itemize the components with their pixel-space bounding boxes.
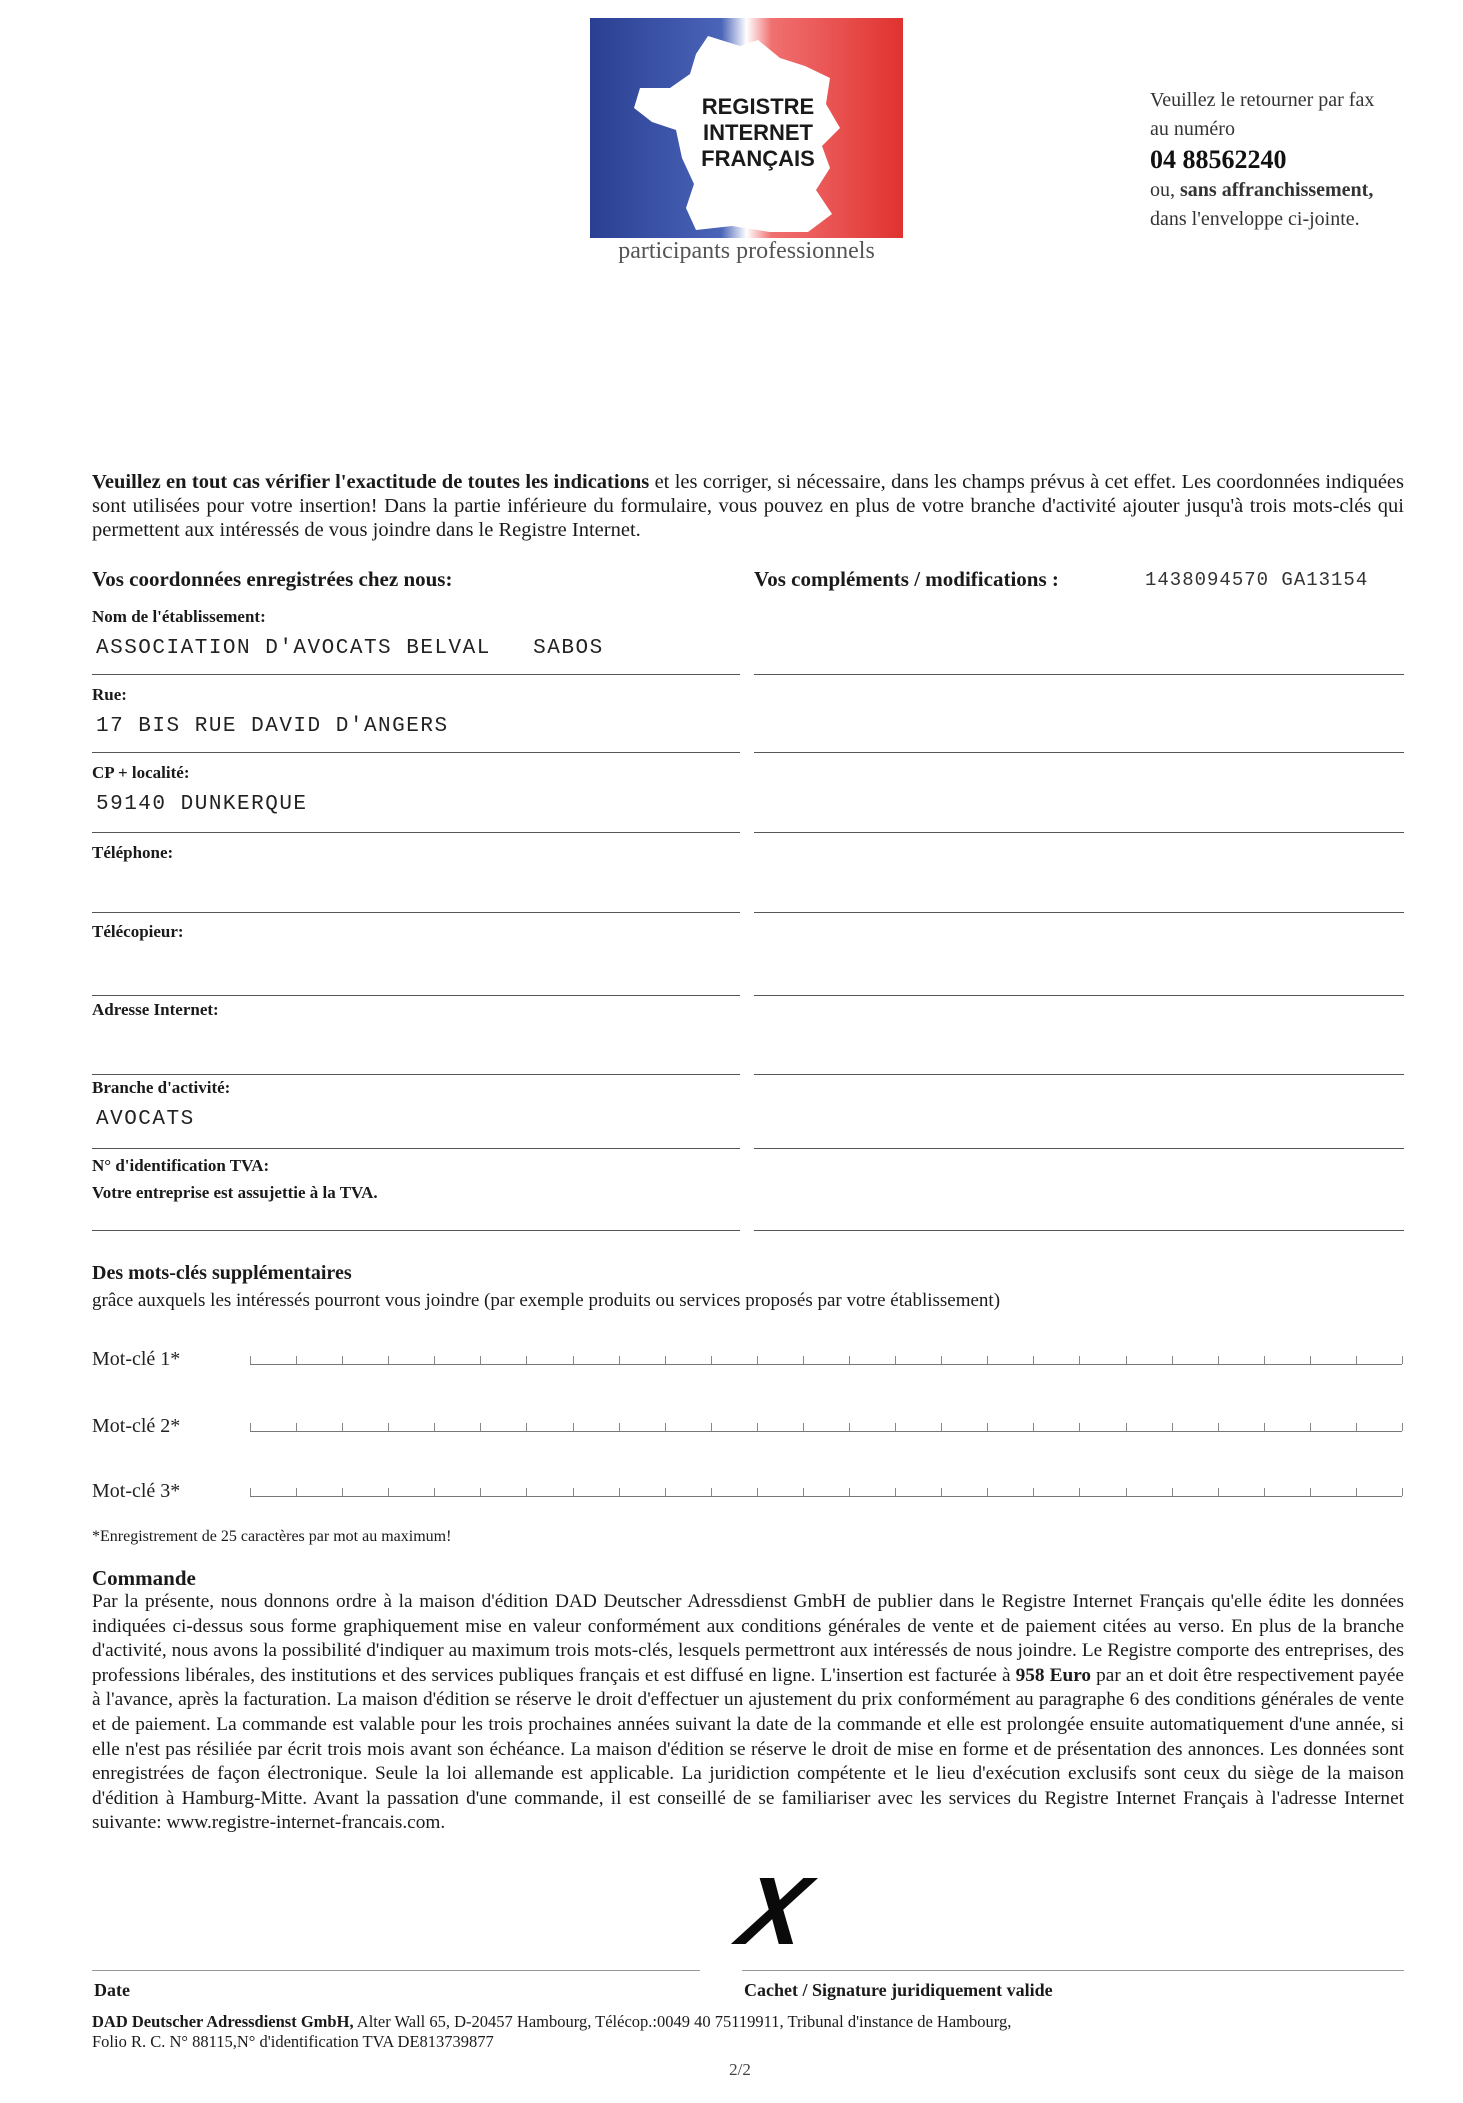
character-tick [573,1488,574,1496]
order-text: Par la présente, nous donnons ordre à la maison d'édition DAD Deutscher Adressdienst GmbH de publier dans le Registre Internet Français qu'elle édite les données indiquées ci-dessus sous forme graphiquement mise en valeur conformément aux conditions générales de vente et de paiement citées au verso. En plus de la branche d'activité, nous avons la possibilité d'indiquer au maximum trois mots-clés, lesquels permettront aux intéressés de nous joindre. Le Registre comporte des entreprises, des professions libérales, des institutions et des services publiques français et est diffusé en ligne. L'insertion est facturée à 958 Euro par an et doit être respectivement payée à l'avance, après la facturation. La maison d'édition se réserve le droit d'effectuer un ajustement du prix conformément au paragraphe 6 des conditions générales de vente et de paiement. La commande est valable pour les trois prochaines années suivant la date de la commande et elle est prolongée ensuite automatiquement d'une année, si elle n'est pas résiliée par écrit trois mois avant son échéance. La maison d'édition se réserve le droit de mise en forme et de présentation des annonces. Les données sont enregistrées de façon électronique. Seule la loi allemande est applicable. La juridiction compétente et le lieu d'exécution exclusifs sont ceux du siège de la maison d'édition à Hamburg-Mitte. Avant la passation d'une commande, il est conseillé de se familiariser avec les services du Registre Internet Français à l'adresse Internet suivante: www.registre-internet-francais.com. [92,1591,1404,1834]
field-value-city: 59140 DUNKERQUE [96,793,308,816]
character-tick [342,1356,343,1364]
modification-field-branch[interactable] [754,1148,1404,1149]
modification-field-name[interactable] [754,674,1404,675]
character-tick [619,1356,620,1364]
registre-internet-logo [590,18,903,238]
keyword-3-input[interactable] [250,1484,1402,1497]
character-tick [803,1356,804,1364]
field-line-name [92,674,740,675]
return-instructions [1150,86,1450,234]
character-tick [757,1423,758,1431]
character-tick [388,1423,389,1431]
field-line-vat [92,1230,740,1231]
character-tick [296,1488,297,1496]
character-tick [480,1423,481,1431]
character-tick [573,1423,574,1431]
fax-line-1: Veuillez le retourner par fax [1150,89,1375,111]
character-tick [941,1356,942,1364]
keyword-1-label: Mot-clé 1* [92,1348,181,1370]
character-tick [434,1356,435,1364]
field-value-street: 17 BIS RUE DAVID D'ANGERS [96,715,449,738]
character-tick [895,1356,896,1364]
keyword-2-input[interactable] [250,1419,1402,1432]
character-tick [1356,1423,1357,1431]
fax-number: 04 88562240 [1150,145,1287,174]
character-tick [987,1356,988,1364]
character-tick [665,1356,666,1364]
date-label: Date [94,1980,130,2000]
character-tick [1356,1356,1357,1364]
field-label-website: Adresse Internet: [92,1000,219,1019]
character-tick [1172,1356,1173,1364]
character-tick [711,1356,712,1364]
field-label-fax: Télécopieur: [92,922,184,941]
signature-line[interactable] [742,1970,1404,1971]
character-tick [1126,1488,1127,1496]
modification-field-phone[interactable] [754,912,1404,913]
character-tick [1126,1423,1127,1431]
character-tick [1402,1488,1403,1496]
fax-line-4: dans l'enveloppe ci-jointe. [1150,208,1360,230]
character-tick [619,1423,620,1431]
vat-note: Votre entreprise est assujettie à la TVA. [92,1183,378,1202]
modification-field-city[interactable] [754,832,1404,833]
field-label-city: CP + localité: [92,763,190,782]
character-tick [1264,1488,1265,1496]
character-tick [1402,1356,1403,1364]
keywords-subtitle: grâce auxquels les intéressés pourront vous joindre (par exemple produits ou services proposés par votre établissement) [92,1290,1001,1311]
character-tick [895,1423,896,1431]
character-tick [1218,1423,1219,1431]
character-tick [1079,1423,1080,1431]
intro-paragraph: Veuillez en tout cas vérifier l'exactitude de toutes les indications et les corriger, si nécessaire, dans les champs prévus à cet effet. Les coordonnées indiquées sont utilisées pour votre insertion! Dans la partie inférieure du formulaire, vous pouvez en plus de votre branche d'activité ajouter jusqu'à trois mots-clés qui permettent aux intéressés de vous joindre dans le Registre Internet. [92,471,1404,541]
character-tick [1172,1488,1173,1496]
character-tick [250,1356,251,1364]
field-line-street [92,752,740,753]
character-tick [342,1423,343,1431]
character-tick [388,1356,389,1364]
character-tick [665,1423,666,1431]
field-line-branch [92,1148,740,1149]
character-tick [803,1423,804,1431]
field-line-phone [92,912,740,913]
character-tick [665,1488,666,1496]
registered-data-header: Vos coordonnées enregistrées chez nous: [92,567,453,591]
footer-line-2: Folio R. C. N° 88115,N° d'identification TVA DE813739877 [92,2032,494,2051]
character-tick [987,1488,988,1496]
character-tick [757,1488,758,1496]
character-tick [1079,1488,1080,1496]
keyword-3-label: Mot-clé 3* [92,1480,181,1502]
page-number: 2/2 [729,2060,751,2079]
character-tick [1218,1356,1219,1364]
character-tick [526,1356,527,1364]
modification-field-website[interactable] [754,1074,1404,1075]
character-tick [1310,1423,1311,1431]
order-title: Commande [92,1566,196,1590]
character-tick [250,1423,251,1431]
date-line[interactable] [92,1970,700,1971]
field-value-branch: AVOCATS [96,1108,195,1131]
character-tick [895,1488,896,1496]
keyword-2-label: Mot-clé 2* [92,1415,181,1437]
character-tick [1218,1488,1219,1496]
character-tick [1033,1356,1034,1364]
keywords-title: Des mots-clés supplémentaires [92,1262,352,1284]
company-footer [92,2012,1404,2052]
character-tick [849,1356,850,1364]
logo-line-3: FRANÇAIS [701,146,815,171]
character-tick [941,1488,942,1496]
character-tick [987,1423,988,1431]
reference-number: 1438094570 GA13154 [1145,569,1369,591]
modification-field-fax[interactable] [754,995,1404,996]
character-tick [1264,1423,1265,1431]
keyword-1-input[interactable] [250,1352,1402,1365]
character-tick [434,1423,435,1431]
character-tick [434,1488,435,1496]
character-tick [1310,1488,1311,1496]
field-value-name: ASSOCIATION D'AVOCATS BELVAL SABOS [96,637,604,660]
character-tick [1033,1488,1034,1496]
footer-line-1: DAD Deutscher Adressdienst GmbH, Alter Wall 65, D-20457 Hambourg, Télécop.:0049 40 75119911, Tribunal d'instance de Hambourg, [92,2012,1012,2031]
logo-line-2: INTERNET [703,120,813,145]
logo-subtitle: participants professionnels [618,238,875,264]
character-tick [803,1488,804,1496]
modification-field-vat[interactable] [754,1230,1404,1231]
character-tick [1356,1488,1357,1496]
character-tick [711,1423,712,1431]
character-tick [1126,1356,1127,1364]
keywords-note: *Enregistrement de 25 caractères par mot au maximum! [92,1528,452,1545]
signature-label: Cachet / Signature juridiquement valide [744,1980,1053,2000]
field-line-website [92,1074,740,1075]
character-tick [711,1488,712,1496]
character-tick [1310,1356,1311,1364]
character-tick [480,1488,481,1496]
modification-field-street[interactable] [754,752,1404,753]
character-tick [388,1488,389,1496]
signature-mark: X [730,1858,818,1965]
field-label-vat: N° d'identification TVA: [92,1156,270,1175]
fax-line-3: ou, sans affranchissement, [1150,179,1374,201]
field-line-fax [92,995,740,996]
character-tick [342,1488,343,1496]
logo-line-1: REGISTRE [701,94,815,119]
modifications-header: Vos compléments / modifications : [754,567,1059,591]
character-tick [573,1356,574,1364]
fax-line-2: au numéro [1150,118,1235,140]
character-tick [250,1488,251,1496]
character-tick [296,1356,297,1364]
field-label-name: Nom de l'établissement: [92,607,266,626]
character-tick [1033,1423,1034,1431]
field-label-branch: Branche d'activité: [92,1078,231,1097]
character-tick [296,1423,297,1431]
character-tick [619,1488,620,1496]
character-tick [526,1488,527,1496]
character-tick [849,1423,850,1431]
character-tick [757,1356,758,1364]
character-tick [941,1423,942,1431]
field-label-street: Rue: [92,685,127,704]
character-tick [1264,1356,1265,1364]
character-tick [480,1356,481,1364]
character-tick [849,1488,850,1496]
character-tick [526,1423,527,1431]
character-tick [1402,1423,1403,1431]
field-line-city [92,832,740,833]
field-label-phone: Téléphone: [92,843,174,862]
character-tick [1079,1356,1080,1364]
character-tick [1172,1423,1173,1431]
